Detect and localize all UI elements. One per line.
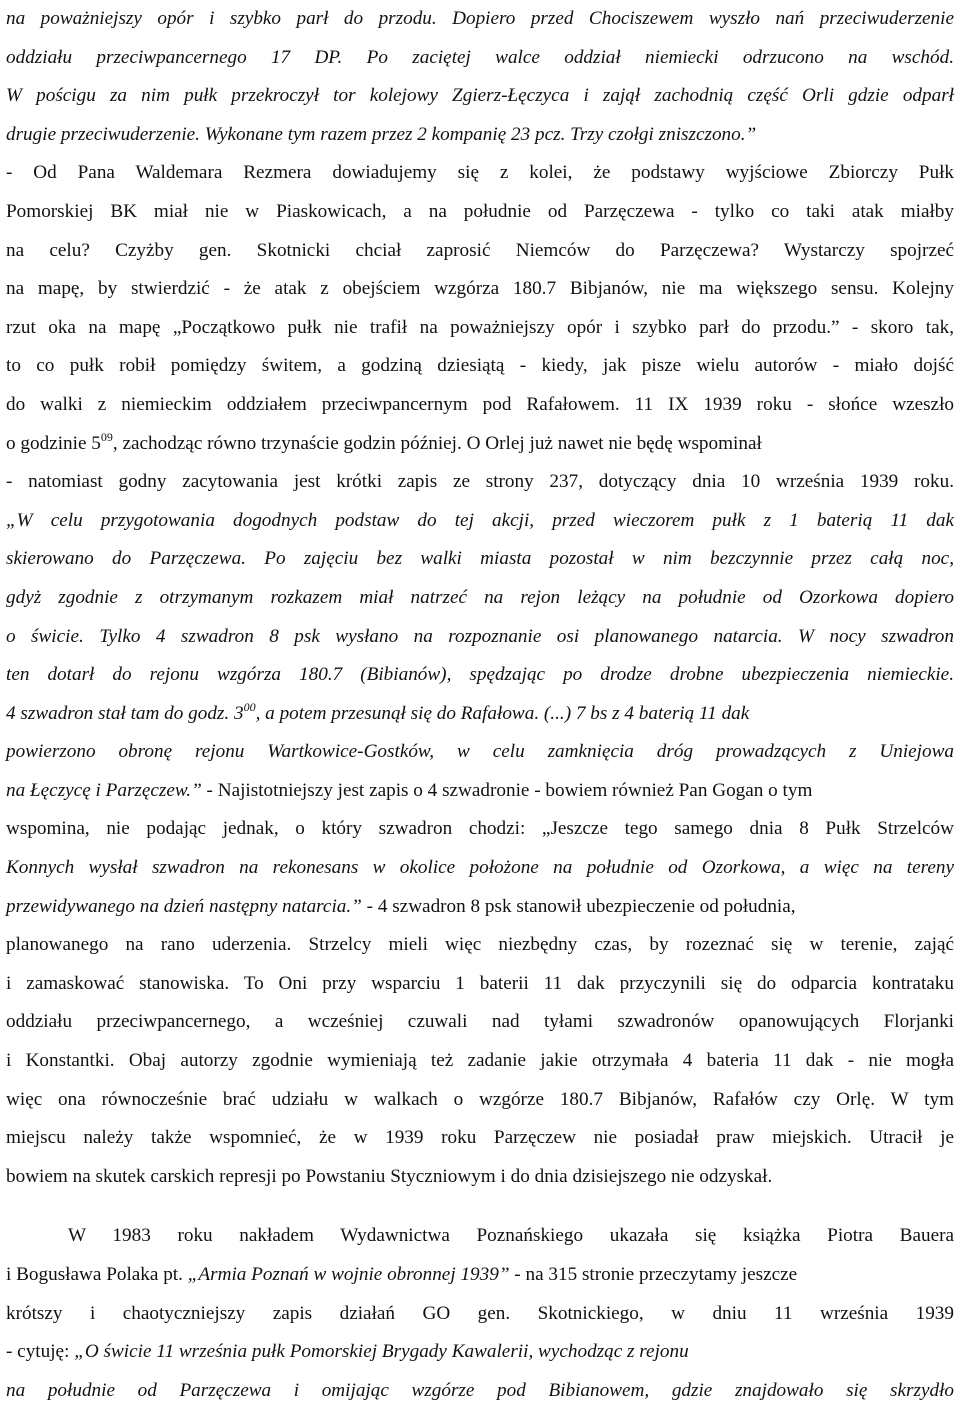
text-line: drugie przeciwuderzenie. Wykonane tym razem przez 2 kompanię 23 pcz. Trzy czołgi zniszczono.” (6, 123, 757, 145)
text-line: krótszy i chaotyczniejszy zapis działań GO gen. Skotnickiego, w dniu 11 września 1939 (6, 1302, 954, 1324)
text-line: skierowano do Parzęczewa. Po zajęciu bez walki miasta pozostał w nim bezczynnie przez całą noc, (6, 548, 954, 570)
text-line: miejscu należy także wspomnieć, że w 1939 roku Parzęczew nie posiadał praw miejskich. Utracił je (6, 1127, 954, 1149)
text-line: „W celu przygotowania dogodnych podstaw do tej akcji, przed wieczorem pułk z 1 baterią 11 dak (6, 509, 954, 531)
text-line: powierzono obronę rejonu Wartkowice-Gostków, w celu zamknięcia dróg prowadzących z Uniejowa (6, 741, 954, 763)
text-line: W 1983 roku nakładem Wydawnictwa Poznańskiego ukazała się książka Piotra Bauera (68, 1225, 954, 1247)
text-line: i Konstantki. Obaj autorzy zgodnie wymieniają też zadanie jakie otrzymała 4 bateria 11 dak - nie mogła (6, 1050, 954, 1072)
paragraph-gap (6, 1196, 954, 1217)
text-line: gdyż zgodnie z otrzymanym rozkazem miał natrzeć na rejon leżący na południe od Ozorkowa dopiero (6, 586, 954, 608)
text-line: o świcie. Tylko 4 szwadron 8 psk wysłano na rozpoznanie osi planowanego natarcia. W nocy szwadron (6, 625, 954, 647)
text-line: Konnych wysłał szwadron na rekonesans w okolice położone na południe od Ozorkowa, a więc na tereny (6, 857, 954, 879)
text-line: Pomorskiej BK miał nie w Piaskowicach, a na południe od Parzęczewa - tylko co taki atak miałby (6, 200, 954, 222)
text-line: oddziału przeciwpancernego, a wcześniej czuwali nad tyłami szwadronów opanowujących Florjanki (6, 1011, 954, 1033)
text-line: - natomiast godny zacytowania jest krótki zapis ze strony 237, dotyczący dnia 10 września 1939 roku. (6, 471, 954, 493)
document-page (6, 0, 954, 1410)
text-line: - Od Pana Waldemara Rezmera dowiadujemy się z kolei, że podstawy wyjściowe Zbiorczy Pułk (6, 162, 954, 184)
text-line: ten dotarł do rejonu wzgórza 180.7 (Bibianów), spędzając po drodze drobne ubezpieczenia niemieckie. (6, 664, 954, 686)
text-line: do walki z niemieckim oddziałem przeciwpancernym pod Rafałowem. 11 IX 1939 roku - słońce wzeszło (6, 393, 954, 415)
text-line: W pościgu za nim pułk przekroczył tor kolejowy Zgierz-Łęczyca i zajął zachodnią część Orli gdzie odparł (6, 85, 954, 107)
text-line: więc ona równocześnie brać udziału w walkach o wzgórze 180.7 Bibjanów, Rafałów czy Orlę. W tym (6, 1088, 954, 1110)
text-line: na celu? Czyżby gen. Skotnicki chciał zaprosić Niemców do Parzęczewa? Wystarczy spojrzeć (6, 239, 954, 261)
text-line: - cytuję: „O świcie 11 września pułk Pomorskiej Brygady Kawalerii, wychodząc z rejonu (6, 1341, 689, 1363)
text-line: przewidywanego na dzień następny natarcia.” - 4 szwadron 8 psk stanowił ubezpieczenie od południa, (6, 895, 796, 917)
text-line: oddziału przeciwpancernego 17 DP. Po zaciętej walce oddział niemiecki odrzucono na wschód. (6, 46, 954, 68)
text-line: na Łęczycę i Parzęczew.” - Najistotniejszy jest zapis o 4 szwadronie - bowiem również Pan Gogan o tym (6, 779, 813, 801)
text-line: 4 szwadron stał tam do godz. $3^{00}$, a potem przesunął się do Rafałowa. (...) 7 bs z 4 baterią 11 dak (6, 699, 750, 724)
text-line: bowiem na skutek carskich represji po Powstaniu Styczniowym i do dnia dzisiejszego nie odzyskał. (6, 1165, 773, 1187)
text-line: na mapę, by stwierdzić - że atak z obejściem wzgórza 180.7 Bibjanów, nie ma większego sensu. Kolejny (6, 278, 954, 300)
text-line: i Bogusława Polaka pt. „Armia Poznań w wojnie obronnej 1939” - na 315 stronie przeczytamy jeszcze (6, 1264, 798, 1285)
superscript: 00 (243, 699, 256, 714)
text-line: rzut oka na mapę „Początkowo pułk nie trafił na poważniejszy opór i szybko parł do przodu.” - skoro tak, (6, 316, 954, 338)
text-line: na poważniejszy opór i szybko parł do przodu. Dopiero przed Chociszewem wyszło nań przeciwuderzenie (6, 8, 954, 29)
text-line: to co pułk robił pomiędzy świtem, a godziną dziesiątą - kiedy, jak pisze wielu autorów - miało dojść (6, 355, 954, 377)
superscript: 09 (100, 429, 113, 444)
text-line: planowanego na rano uderzenia. Strzelcy mieli więc niezbędny czas, by rozeznać się w terenie, zająć (6, 934, 954, 956)
text-line: i zamaskować stanowiska. To Oni przy wsparciu 1 baterii 11 dak przyczynili się do odparcia kontrataku (6, 972, 954, 994)
text-line: wspomina, nie podając jednak, o który szwadron chodzi: „Jeszcze tego samego dnia 8 Pułk Strzelców (6, 818, 954, 840)
text-line: o godzinie $5^{09}$, zachodząc równo trzynaście godzin później. O Orlej już nawet nie będę wspominał (6, 429, 762, 454)
text-line: na południe od Parzęczewa i omijając wzgórze pod Bibianowem, gdzie znajdowało się skrzydło (6, 1379, 954, 1401)
